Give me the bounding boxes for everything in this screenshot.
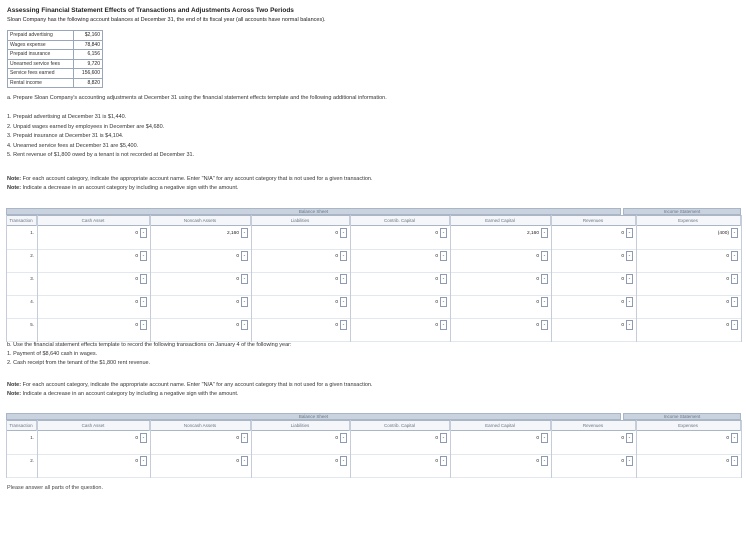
part-a-item: 2. Unpaid wages earned by employees in December are $4,680. [7, 123, 165, 130]
noncash-assets-amount-input[interactable]: 0 [236, 436, 239, 441]
column-header-expenses: Expenses [636, 216, 741, 226]
noncash-assets-amount-input[interactable]: 0 [236, 459, 239, 464]
cash-asset-cell [37, 250, 150, 273]
revenues-account-select[interactable]: - [626, 228, 633, 238]
liabilities-account-select[interactable]: - [340, 433, 347, 443]
noncash-assets-account-select[interactable]: - [241, 228, 248, 238]
noncash-assets-account-select[interactable]: - [241, 297, 248, 307]
noncash-assets-amount-input[interactable]: 0 [236, 254, 239, 259]
account-name: Prepaid advertising [8, 31, 74, 41]
revenues-cell [551, 250, 636, 273]
account-name: Unearned service fees [8, 59, 74, 69]
revenues-account-select[interactable]: - [626, 433, 633, 443]
revenues-account-select[interactable]: - [626, 251, 633, 261]
cash-asset-amount-input[interactable]: 0 [135, 436, 138, 441]
account-balance: $2,160 [74, 31, 103, 41]
contrib-capital-amount-input[interactable]: 0 [435, 254, 438, 259]
expenses-account-select[interactable]: - [731, 456, 738, 466]
contrib-capital-cell [350, 296, 450, 319]
account-row [8, 59, 103, 69]
cash-asset-amount-input[interactable]: 0 [135, 300, 138, 305]
column-divider [551, 215, 552, 342]
earned-capital-cell [450, 455, 551, 478]
revenues-amount-input[interactable]: 0 [621, 323, 624, 328]
liabilities-cell [251, 273, 350, 296]
cash-asset-account-select[interactable]: - [140, 320, 147, 330]
expenses-cell [636, 432, 741, 455]
account-row [8, 78, 103, 88]
column-header-liabilities: Liabilities [251, 421, 350, 431]
revenues-cell [551, 319, 636, 342]
part-b-item: 2. Cash receipt from the tenant of the $1,800 rent revenue. [7, 360, 151, 366]
column-header-row [6, 420, 741, 431]
liabilities-account-select[interactable]: - [340, 251, 347, 261]
liabilities-amount-input[interactable]: 0 [335, 300, 338, 305]
column-header-noncash-assets: Noncash Assets [150, 421, 251, 431]
account-row [8, 69, 103, 79]
expenses-cell [636, 319, 741, 342]
column-divider [251, 215, 252, 342]
noncash-assets-amount-input[interactable]: 0 [236, 300, 239, 305]
earned-capital-account-select[interactable]: - [541, 320, 548, 330]
revenues-cell [551, 432, 636, 455]
page-title: Assessing Financial Statement Effects of Transactions and Adjustments Across Two Periods [7, 7, 294, 14]
cash-asset-account-select[interactable]: - [140, 456, 147, 466]
earned-capital-amount-input[interactable]: 0 [536, 459, 539, 464]
account-name: Service fees earned [8, 69, 74, 79]
column-header-noncash-assets: Noncash Assets [150, 216, 251, 226]
expenses-cell [636, 250, 741, 273]
account-name: Prepaid insurance [8, 50, 74, 60]
balance-sheet-header: Balance Sheet [6, 413, 621, 420]
account-balances-table [7, 30, 103, 88]
earned-capital-amount-input[interactable]: 0 [536, 254, 539, 259]
column-divider [6, 420, 7, 478]
footer-message: Please answer all parts of the question. [7, 485, 104, 491]
liabilities-account-select[interactable]: - [340, 274, 347, 284]
column-divider [37, 420, 38, 478]
noncash-assets-cell [150, 432, 251, 455]
table-row [6, 227, 741, 250]
expenses-amount-input[interactable]: 0 [726, 300, 729, 305]
cash-asset-account-select[interactable]: - [140, 297, 147, 307]
cash-asset-cell [37, 455, 150, 478]
revenues-account-select[interactable]: - [626, 274, 633, 284]
problem-intro: Sloan Company has the following account balances at December 31, the end of its fiscal year (all accounts have normal balances). [7, 17, 326, 23]
noncash-assets-cell [150, 273, 251, 296]
part-a-prompt: a. Prepare Sloan Company's accounting adjustments at December 31 using the financial statement effects template and the following additional information. [7, 95, 387, 101]
contrib-capital-amount-input[interactable]: 0 [435, 300, 438, 305]
noncash-assets-cell [150, 250, 251, 273]
part-a-item: 5. Rent revenue of $1,800 owed by a tenant is not recorded at December 31. [7, 152, 195, 158]
expenses-account-select[interactable]: - [731, 228, 738, 238]
revenues-account-select[interactable]: - [626, 456, 633, 466]
contrib-capital-amount-input[interactable]: 0 [435, 436, 438, 441]
liabilities-amount-input[interactable]: 0 [335, 277, 338, 282]
cash-asset-amount-input[interactable]: 0 [135, 323, 138, 328]
column-header-earned-capital: Earned Capital [450, 216, 551, 226]
cash-asset-account-select[interactable]: - [140, 251, 147, 261]
account-row [8, 40, 103, 50]
part-a-item: 3. Prepaid insurance at December 31 is $4,104. [7, 133, 124, 139]
expenses-account-select[interactable]: - [731, 251, 738, 261]
note-negative-sign: Note: Indicate a decrease in an account category by including a negative sign with the amount. [7, 391, 239, 397]
contrib-capital-amount-input[interactable]: 0 [435, 277, 438, 282]
balance-sheet-header: Balance Sheet [6, 208, 621, 215]
column-divider [551, 420, 552, 478]
part-a-item: 1. Prepaid advertising at December 31 is $1,440. [7, 114, 127, 120]
column-divider [741, 420, 742, 478]
earned-capital-amount-input[interactable]: 2,160 [526, 231, 539, 236]
noncash-assets-account-select[interactable]: - [241, 320, 248, 330]
column-header-revenues: Revenues [551, 216, 636, 226]
column-divider [37, 215, 38, 342]
expenses-amount-input[interactable]: 0 [726, 459, 729, 464]
table-row [6, 296, 741, 319]
account-row [8, 31, 103, 41]
transaction-number: 4. [30, 299, 34, 304]
noncash-assets-cell [150, 227, 251, 250]
transaction-number: 2. [30, 458, 34, 463]
column-header-revenues: Revenues [551, 421, 636, 431]
column-divider [636, 420, 637, 478]
cash-asset-account-select[interactable]: - [140, 274, 147, 284]
expenses-account-select[interactable]: - [731, 433, 738, 443]
income-statement-header: Income Statement [623, 208, 741, 215]
account-row [8, 50, 103, 60]
revenues-account-select[interactable]: - [626, 297, 633, 307]
earned-capital-cell [450, 432, 551, 455]
part-a-items [7, 114, 194, 162]
cash-asset-amount-input[interactable]: 0 [135, 254, 138, 259]
cash-asset-amount-input[interactable]: 0 [135, 231, 138, 236]
expenses-amount-input[interactable]: 0 [726, 436, 729, 441]
contrib-capital-amount-input[interactable]: 0 [435, 231, 438, 236]
note-negative-sign: Note: Indicate a decrease in an account category by including a negative sign with the amount. [7, 185, 239, 191]
cash-asset-cell [37, 273, 150, 296]
revenues-amount-input[interactable]: 0 [621, 300, 624, 305]
revenues-cell [551, 227, 636, 250]
noncash-assets-cell [150, 296, 251, 319]
contrib-capital-account-select[interactable]: - [440, 320, 447, 330]
earned-capital-cell [450, 319, 551, 342]
transaction-number: 3. [30, 276, 34, 281]
liabilities-cell [251, 227, 350, 250]
revenues-account-select[interactable]: - [626, 320, 633, 330]
earned-capital-amount-input[interactable]: 0 [536, 323, 539, 328]
account-balance: 78,840 [74, 40, 103, 50]
noncash-assets-account-select[interactable]: - [241, 456, 248, 466]
contrib-capital-amount-input[interactable]: 0 [435, 459, 438, 464]
earned-capital-cell [450, 273, 551, 296]
column-divider [636, 215, 637, 342]
liabilities-account-select[interactable]: - [340, 320, 347, 330]
column-divider [350, 420, 351, 478]
cash-asset-amount-input[interactable]: 0 [135, 277, 138, 282]
earned-capital-amount-input[interactable]: 0 [536, 277, 539, 282]
column-header-transaction: Transaction [6, 216, 37, 226]
column-header-row [6, 215, 741, 226]
liabilities-cell [251, 296, 350, 319]
liabilities-amount-input[interactable]: 0 [335, 323, 338, 328]
expenses-amount-input[interactable]: 0 [726, 254, 729, 259]
expenses-amount-input[interactable]: (400) [717, 231, 729, 236]
revenues-amount-input[interactable]: 0 [621, 231, 624, 236]
column-header-expenses: Expenses [636, 421, 741, 431]
contrib-capital-cell [350, 432, 450, 455]
account-name: Wages expense [8, 40, 74, 50]
noncash-assets-amount-input[interactable]: 0 [236, 277, 239, 282]
earned-capital-cell [450, 296, 551, 319]
earned-capital-cell [450, 250, 551, 273]
noncash-assets-amount-input[interactable]: 2,160 [226, 231, 239, 236]
expenses-cell [636, 227, 741, 250]
earned-capital-amount-input[interactable]: 0 [536, 300, 539, 305]
earned-capital-account-select[interactable]: - [541, 274, 548, 284]
revenues-cell [551, 455, 636, 478]
revenues-amount-input[interactable]: 0 [621, 436, 624, 441]
revenues-cell [551, 296, 636, 319]
liabilities-amount-input[interactable]: 0 [335, 459, 338, 464]
earned-capital-account-select[interactable]: - [541, 456, 548, 466]
part-a-item: 4. Unearned service fees at December 31 are $5,400. [7, 142, 139, 149]
liabilities-account-select[interactable]: - [340, 297, 347, 307]
noncash-assets-account-select[interactable]: - [241, 274, 248, 284]
contrib-capital-account-select[interactable]: - [440, 433, 447, 443]
column-divider [150, 215, 151, 342]
earned-capital-account-select[interactable]: - [541, 433, 548, 443]
cash-asset-account-select[interactable]: - [140, 433, 147, 443]
table-row [6, 455, 741, 478]
liabilities-cell [251, 432, 350, 455]
noncash-assets-cell [150, 455, 251, 478]
cash-asset-cell [37, 227, 150, 250]
noncash-assets-amount-input[interactable]: 0 [236, 323, 239, 328]
expenses-account-select[interactable]: - [731, 297, 738, 307]
revenues-amount-input[interactable]: 0 [621, 277, 624, 282]
contrib-capital-cell [350, 273, 450, 296]
cash-asset-cell [37, 432, 150, 455]
liabilities-cell [251, 250, 350, 273]
account-balance: 9,720 [74, 59, 103, 69]
contrib-capital-amount-input[interactable]: 0 [435, 323, 438, 328]
contrib-capital-cell [350, 319, 450, 342]
table-row [6, 319, 741, 342]
column-divider [251, 420, 252, 478]
revenues-cell [551, 273, 636, 296]
liabilities-amount-input[interactable]: 0 [335, 254, 338, 259]
liabilities-amount-input[interactable]: 0 [335, 436, 338, 441]
earned-capital-account-select[interactable]: - [541, 251, 548, 261]
cash-asset-cell [37, 296, 150, 319]
revenues-amount-input[interactable]: 0 [621, 254, 624, 259]
cash-asset-cell [37, 319, 150, 342]
part-b-item: 1. Payment of $8,640 cash in wages. [7, 351, 98, 357]
part-b-prompt: b. Use the financial statement effects template to record the following transactions on January 4 of the following year: [7, 342, 292, 348]
cash-asset-account-select[interactable]: - [140, 228, 147, 238]
expenses-amount-input[interactable]: 0 [726, 323, 729, 328]
account-balance: 6,156 [74, 50, 103, 60]
account-balance: 8,820 [74, 78, 103, 88]
earned-capital-account-select[interactable]: - [541, 228, 548, 238]
liabilities-cell [251, 455, 350, 478]
liabilities-amount-input[interactable]: 0 [335, 231, 338, 236]
contrib-capital-account-select[interactable]: - [440, 274, 447, 284]
contrib-capital-account-select[interactable]: - [440, 456, 447, 466]
contrib-capital-account-select[interactable]: - [440, 228, 447, 238]
column-header-contrib-capital: Contrib. Capital [350, 216, 450, 226]
column-divider [741, 215, 742, 342]
contrib-capital-cell [350, 250, 450, 273]
note-account-name: Note: For each account category, indicate the appropriate account name. Enter "N/A" for any account category that is not used for a given transaction. [7, 382, 373, 388]
contrib-capital-cell [350, 227, 450, 250]
account-name: Rental income [8, 78, 74, 88]
contrib-capital-account-select[interactable]: - [440, 297, 447, 307]
earned-capital-cell [450, 227, 551, 250]
table-row [6, 250, 741, 273]
noncash-assets-account-select[interactable]: - [241, 433, 248, 443]
contrib-capital-account-select[interactable]: - [440, 251, 447, 261]
contrib-capital-cell [350, 455, 450, 478]
expenses-cell [636, 296, 741, 319]
liabilities-account-select[interactable]: - [340, 228, 347, 238]
noncash-assets-cell [150, 319, 251, 342]
column-divider [450, 215, 451, 342]
liabilities-account-select[interactable]: - [340, 456, 347, 466]
column-divider [350, 215, 351, 342]
expenses-cell [636, 455, 741, 478]
column-divider [450, 420, 451, 478]
note-account-name: Note: For each account category, indicate the appropriate account name. Enter "N/A" for any account category that is not used for a given transaction. [7, 176, 373, 182]
expenses-cell [636, 273, 741, 296]
table-row [6, 432, 741, 455]
table-row [6, 273, 741, 296]
column-header-liabilities: Liabilities [251, 216, 350, 226]
account-balance: 156,600 [74, 69, 103, 79]
noncash-assets-account-select[interactable]: - [241, 251, 248, 261]
transaction-number: 2. [30, 253, 34, 258]
cash-asset-amount-input[interactable]: 0 [135, 459, 138, 464]
column-header-cash-asset: Cash Asset [37, 421, 150, 431]
transaction-number: 1. [30, 230, 34, 235]
expenses-amount-input[interactable]: 0 [726, 277, 729, 282]
column-divider [150, 420, 151, 478]
transaction-number: 1. [30, 435, 34, 440]
transaction-number: 5. [30, 322, 34, 327]
column-header-transaction: Transaction [6, 421, 37, 431]
revenues-amount-input[interactable]: 0 [621, 459, 624, 464]
column-divider [6, 215, 7, 342]
earned-capital-account-select[interactable]: - [541, 297, 548, 307]
column-header-cash-asset: Cash Asset [37, 216, 150, 226]
liabilities-cell [251, 319, 350, 342]
expenses-account-select[interactable]: - [731, 320, 738, 330]
income-statement-header: Income Statement [623, 413, 741, 420]
column-header-contrib-capital: Contrib. Capital [350, 421, 450, 431]
column-header-earned-capital: Earned Capital [450, 421, 551, 431]
earned-capital-amount-input[interactable]: 0 [536, 436, 539, 441]
expenses-account-select[interactable]: - [731, 274, 738, 284]
